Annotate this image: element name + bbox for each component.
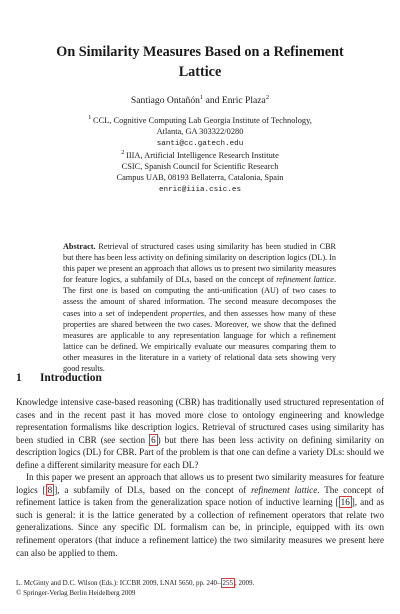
citation-link[interactable]: 6: [151, 434, 156, 445]
emphasis: properties: [170, 308, 205, 318]
text-run: , 2009.: [235, 579, 255, 587]
affiliation-line: [30, 161, 370, 172]
affiliation-text: Atlanta, GA 303322/0280: [156, 127, 244, 136]
emphasis: refinement lattice: [276, 275, 334, 285]
text-run: In this paper we present an approach that allows us to present two similarity measures for feature logics: [16, 472, 384, 495]
title-line-2: Lattice: [178, 64, 222, 80]
section-heading: [16, 372, 102, 384]
author-list: [30, 95, 370, 106]
affiliation-text: CCL, Cognitive Computing Lab Georgia Institute of Technology,: [93, 116, 312, 125]
page-footer: [16, 579, 254, 598]
affiliation-line: [30, 126, 370, 137]
paragraph: [16, 396, 384, 471]
section-number: 1: [16, 372, 22, 384]
affiliation-mark: 2: [121, 149, 127, 157]
footer-citation: [16, 579, 254, 589]
citation-link[interactable]: 8: [47, 484, 53, 495]
text-run: . The concept of refinement lattice is taken from the generalization space notion of inductive learning: [16, 484, 385, 508]
affiliation-line: [30, 150, 370, 161]
affiliation-text: santi@cc.gatech.edu: [156, 140, 244, 148]
author-separator: and: [205, 95, 220, 106]
affiliation-line: [30, 115, 370, 126]
paper-title: [30, 42, 370, 82]
affiliation-line: [30, 172, 370, 183]
affiliation-mark: 1: [88, 114, 94, 122]
text-run: ) but there has been less activity on defining similarity on description logics (DL) for CBR. Part of the problem is that one can define a variety DLs: should we define a different similarity measure for each DL?: [16, 434, 384, 470]
author-affiliation-mark: 1: [199, 93, 204, 101]
abstract-label: Abstract.: [63, 242, 96, 251]
affiliation-text: CSIC, Spanish Council for Scientific Research: [121, 162, 279, 171]
text-run: , and as such is general: it is the lattice generated by a collection of refinement operators that relate two generalizations. Since any specific DL formalism can be, in principle, equipped with its own refinement operators (that induce a refinement lattice) the two similarity measures we present here can also be applied to them.: [16, 497, 384, 558]
abstract: [63, 241, 336, 374]
text-run: , a subfamily of DLs, based on the concept of: [57, 484, 252, 495]
page-range-link[interactable]: 255: [222, 579, 234, 587]
citation-link[interactable]: 16: [340, 497, 350, 508]
author-name: Enric Plaza: [221, 95, 266, 106]
body-text: [16, 396, 384, 559]
affiliations-block: [30, 115, 370, 196]
paragraph: In this paper we present an approach that allows us to present two similarity measures for feature logics [ 8 ], a subfamily of DLs, based on the concept of refinement lattice. The concept of refinement lattice is taken from the generalization space notion of inductive learning [ 16 ], and as such is general: it is the lattice generated by a collection of refinement operators that relate two generalizations. Since any specific DL formalism can be, in principle, equipped with its own refinement operators (that induce a refinement lattice) the two similarity measures we present here can also be applied to them.: [16, 472, 385, 558]
text-run: Knowledge intensive case-based reasoning (CBR) has traditionally used structured representation of cases and in the recent past it has moved more close to ontology engineering and knowledge representation formalisms like description logics. Retrieval of structured cases using similarity has been studied in CBR (see section: [16, 397, 384, 445]
section-title: Introduction: [40, 372, 102, 384]
affiliation-email: [30, 183, 370, 196]
author-name: Santiago Ontañón: [130, 95, 200, 106]
text-run: L. McGinty and D.C. Wilson (Eds.): ICCBR 2009, LNAI 5650, pp. 240–: [16, 579, 221, 587]
affiliation-text: Campus UAB, 08193 Bellaterra, Catalonia, Spain: [116, 173, 284, 182]
footer-copyright: © Springer-Verlag Berlin Heidelberg 2009: [16, 588, 136, 597]
emphasis: refinement lattice: [251, 484, 318, 495]
affiliation-text: IIIA, Artificial Intelligence Research Institute: [126, 151, 279, 160]
abstract-text: Retrieval of structured cases using similarity has been studied in CBR but there has been less activity on defining similarity on description logics (DL). In this paper we present an approach that allows us to present two similarity measures for feature logics, a subfamily of DLs, based on the concept of refinement lattice. The first one is based on computing the anti-unification (AU) of two cases to assess the amount of shared information. The second measure decomposes the cases into a set of independent properties, and then assesses how many of these properties are shared between the two cases. Moreover, we show that the defined measures are applicable to any representation language for which a refinement lattice can be defined. We empirically evaluate our measures comparing them to other measures in the literature in a variety of relational data sets showing very good results.: [63, 242, 337, 374]
title-line-1: On Similarity Measures Based on a Refinement: [56, 44, 344, 60]
affiliation-email: [30, 137, 370, 150]
author-affiliation-mark: 2: [265, 93, 270, 101]
affiliation-text: enric@iiia.csic.es: [158, 186, 242, 194]
